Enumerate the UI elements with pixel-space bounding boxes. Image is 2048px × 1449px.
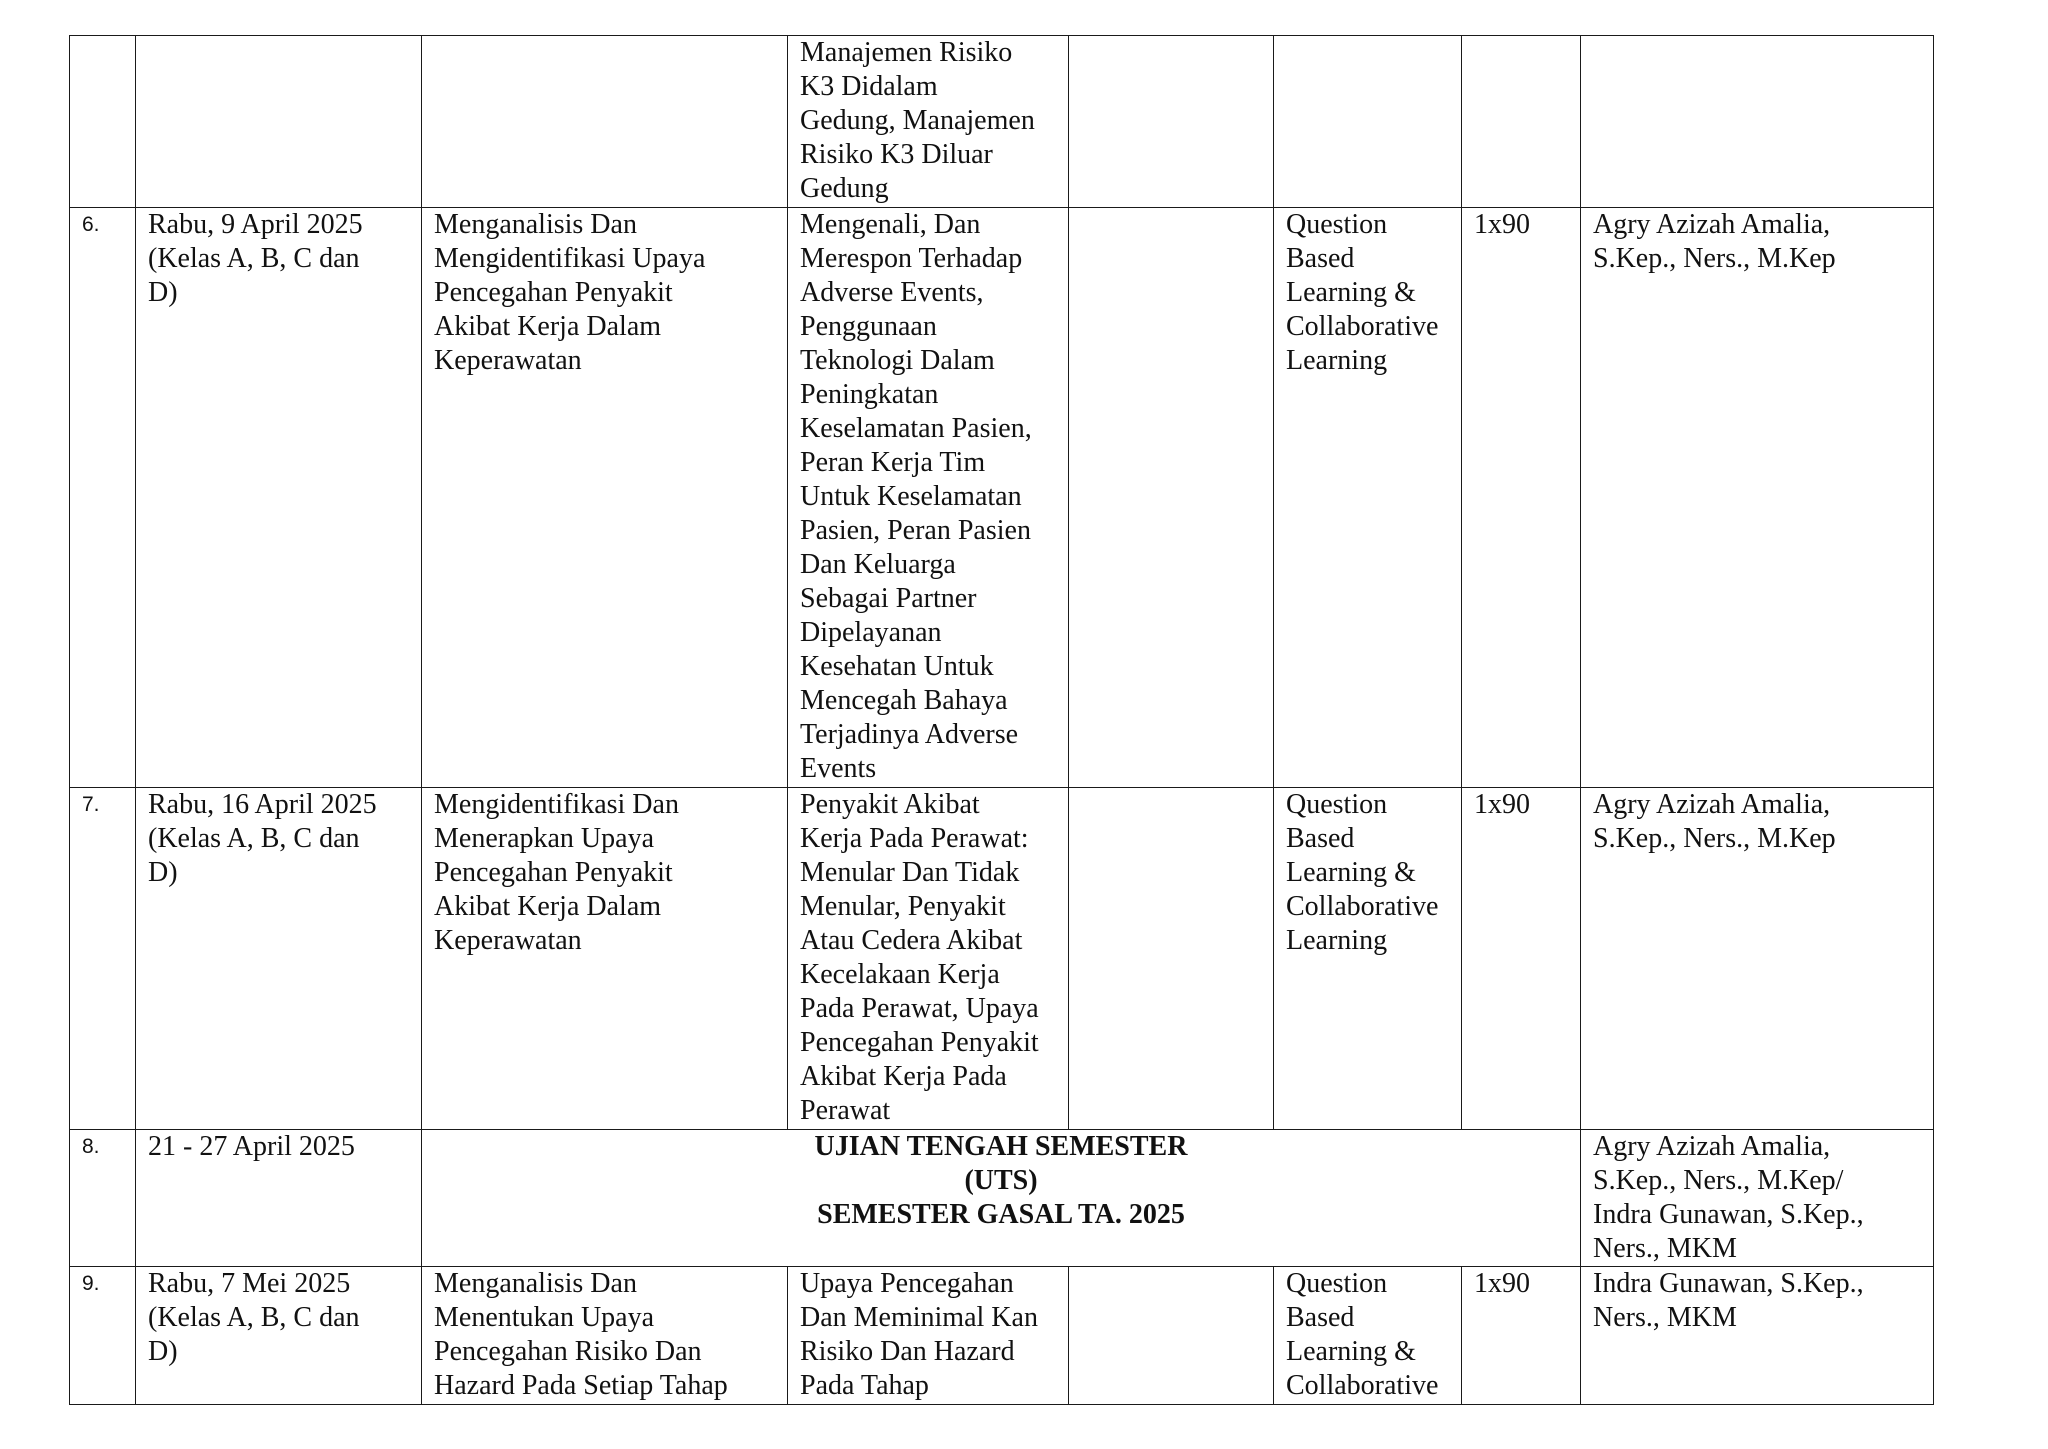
method-cell-line: Question (1286, 1268, 1388, 1299)
lecturer-cell-line: Ners., MKM (1593, 1233, 1737, 1264)
table-row (70, 36, 1934, 208)
material-cell-line: Akibat Kerja Pada (800, 1061, 1007, 1092)
material-cell-line: Gedung (800, 173, 889, 204)
lecturer-cell-line: Agry Azizah Amalia, (1593, 1131, 1831, 1162)
lecturer-cell-line: Agry Azizah Amalia, (1593, 209, 1831, 240)
method-cell-line: Based (1286, 243, 1355, 274)
lecturer-cell-line: Indra Gunawan, S.Kep., (1593, 1199, 1864, 1230)
row-number: 9. (70, 1267, 136, 1405)
method-cell-line: Learning & (1286, 857, 1416, 888)
competency-cell-line: Mengidentifikasi Dan (434, 789, 679, 820)
lecturer-cell (1581, 788, 1934, 1130)
duration-cell: 1x90 (1462, 208, 1581, 788)
row-number (70, 36, 136, 208)
lecturer-cell-line: S.Kep., Ners., M.Kep/ (1593, 1165, 1844, 1196)
competency-cell-line: Pencegahan Risiko Dan (434, 1336, 702, 1367)
schedule-table (69, 35, 1934, 1405)
row-number: 8. (70, 1130, 136, 1267)
material-cell-line: Gedung, Manajemen (800, 105, 1035, 136)
empty-cell (1069, 788, 1274, 1130)
competency-cell-line: Menganalisis Dan (434, 1268, 637, 1299)
competency-cell (422, 788, 788, 1130)
date-cell (136, 1267, 422, 1405)
material-cell-line: Penyakit Akibat (800, 789, 980, 820)
method-cell-line: Collaborative (1286, 891, 1439, 922)
material-cell-line: Menular Dan Tidak (800, 857, 1020, 888)
material-cell-line: Untuk Keselamatan (800, 481, 1022, 512)
uts-title-cell-line: UJIAN TENGAH SEMESTER (814, 1131, 1188, 1162)
method-cell-line: Question (1286, 789, 1388, 820)
competency-cell-line: Menerapkan Upaya (434, 823, 655, 854)
date-cell-line: Rabu, 7 Mei 2025 (148, 1268, 351, 1299)
material-cell-line: Pasien, Peran Pasien (800, 515, 1031, 546)
material-cell-line: Penggunaan (800, 311, 937, 342)
empty-cell (1069, 36, 1274, 208)
material-cell-line: Menular, Penyakit (800, 891, 1006, 922)
competency-cell (422, 36, 788, 208)
material-cell-line: Dan Keluarga (800, 549, 956, 580)
material-cell-line: Sebagai Partner (800, 583, 977, 614)
uts-title-cell-line: (UTS) (964, 1165, 1038, 1196)
material-cell-line: Terjadinya Adverse (800, 719, 1019, 750)
lecturer-cell (1581, 208, 1934, 788)
uts-title-cell-line: SEMESTER GASAL TA. 2025 (817, 1199, 1185, 1230)
method-cell-line: Based (1286, 823, 1355, 854)
material-cell-line: Pada Perawat, Upaya (800, 993, 1039, 1024)
material-cell (788, 36, 1069, 208)
date-cell-line: D) (148, 277, 178, 308)
material-cell (788, 1267, 1069, 1405)
date-cell-line: (Kelas A, B, C dan (148, 243, 360, 274)
material-cell-line: Dipelayanan (800, 617, 942, 648)
method-cell-line: Learning (1286, 925, 1388, 956)
method-cell-line: Learning & (1286, 1336, 1416, 1367)
date-cell-line: 21 - 27 April 2025 (148, 1131, 355, 1162)
material-cell-line: Kesehatan Untuk (800, 651, 994, 682)
method-cell-line: Based (1286, 1302, 1355, 1333)
competency-cell-line: Mengidentifikasi Upaya (434, 243, 706, 274)
competency-cell-line: Keperawatan (434, 925, 582, 956)
material-cell-line: Pencegahan Penyakit (800, 1027, 1039, 1058)
material-cell-line: Kerja Pada Perawat: (800, 823, 1029, 854)
method-cell (1274, 788, 1462, 1130)
material-cell-line: Manajemen Risiko (800, 37, 1013, 68)
lecturer-cell-line: S.Kep., Ners., M.Kep (1593, 823, 1836, 854)
material-cell-line: Mengenali, Dan (800, 209, 981, 240)
date-cell-line: (Kelas A, B, C dan (148, 823, 360, 854)
lecturer-cell (1581, 1130, 1934, 1267)
method-cell (1274, 36, 1462, 208)
material-cell-line: Perawat (800, 1095, 891, 1126)
date-cell (136, 208, 422, 788)
competency-cell-line: Menentukan Upaya (434, 1302, 655, 1333)
uts-title-cell (422, 1130, 1581, 1267)
method-cell (1274, 1267, 1462, 1405)
material-cell (788, 208, 1069, 788)
material-cell-line: Upaya Pencegahan (800, 1268, 1014, 1299)
method-cell-line: Collaborative (1286, 1370, 1439, 1401)
material-cell-line: Peningkatan (800, 379, 939, 410)
duration-cell: 1x90 (1462, 1267, 1581, 1405)
lecturer-cell-line: Agry Azizah Amalia, (1593, 789, 1831, 820)
date-cell (136, 1130, 422, 1267)
material-cell-line: Pada Tahap (800, 1370, 929, 1401)
competency-cell (422, 1267, 788, 1405)
table-row (70, 1267, 1934, 1405)
date-cell (136, 788, 422, 1130)
material-cell-line: K3 Didalam (800, 71, 938, 102)
material-cell-line: Teknologi Dalam (800, 345, 995, 376)
lecturer-cell (1581, 36, 1934, 208)
method-cell-line: Learning & (1286, 277, 1416, 308)
empty-cell (1069, 1267, 1274, 1405)
material-cell-line: Peran Kerja Tim (800, 447, 986, 478)
date-cell-line: Rabu, 16 April 2025 (148, 789, 377, 820)
material-cell-line: Risiko Dan Hazard (800, 1336, 1015, 1367)
duration-cell: 1x90 (1462, 788, 1581, 1130)
material-cell-line: Adverse Events, (800, 277, 984, 308)
method-cell-line: Question (1286, 209, 1388, 240)
lecturer-cell (1581, 1267, 1934, 1405)
material-cell (788, 788, 1069, 1130)
table-row-uts (70, 1130, 1934, 1267)
table-row (70, 788, 1934, 1130)
row-number: 6. (70, 208, 136, 788)
competency-cell-line: Hazard Pada Setiap Tahap (434, 1370, 728, 1401)
competency-cell-line: Akibat Kerja Dalam (434, 891, 662, 922)
row-number: 7. (70, 788, 136, 1130)
table-row (70, 208, 1934, 788)
material-cell-line: Kecelakaan Kerja (800, 959, 1000, 990)
competency-cell-line: Akibat Kerja Dalam (434, 311, 662, 342)
date-cell-line: (Kelas A, B, C dan (148, 1302, 360, 1333)
empty-cell (1069, 208, 1274, 788)
method-cell (1274, 208, 1462, 788)
material-cell-line: Events (800, 753, 877, 784)
material-cell-line: Mencegah Bahaya (800, 685, 1008, 716)
competency-cell-line: Pencegahan Penyakit (434, 277, 673, 308)
date-cell-line: Rabu, 9 April 2025 (148, 209, 363, 240)
material-cell-line: Merespon Terhadap (800, 243, 1023, 274)
material-cell-line: Atau Cedera Akibat (800, 925, 1023, 956)
competency-cell-line: Keperawatan (434, 345, 582, 376)
method-cell-line: Collaborative (1286, 311, 1439, 342)
competency-cell (422, 208, 788, 788)
lecturer-cell-line: Indra Gunawan, S.Kep., (1593, 1268, 1864, 1299)
date-cell (136, 36, 422, 208)
material-cell-line: Dan Meminimal Kan (800, 1302, 1038, 1333)
lecturer-cell-line: Ners., MKM (1593, 1302, 1737, 1333)
competency-cell-line: Menganalisis Dan (434, 209, 637, 240)
lecturer-cell-line: S.Kep., Ners., M.Kep (1593, 243, 1836, 274)
duration-cell (1462, 36, 1581, 208)
date-cell-line: D) (148, 857, 178, 888)
date-cell-line: D) (148, 1336, 178, 1367)
material-cell-line: Risiko K3 Diluar (800, 139, 993, 170)
competency-cell-line: Pencegahan Penyakit (434, 857, 673, 888)
method-cell-line: Learning (1286, 345, 1388, 376)
schedule-table-body (70, 36, 1934, 1405)
material-cell-line: Keselamatan Pasien, (800, 413, 1032, 444)
